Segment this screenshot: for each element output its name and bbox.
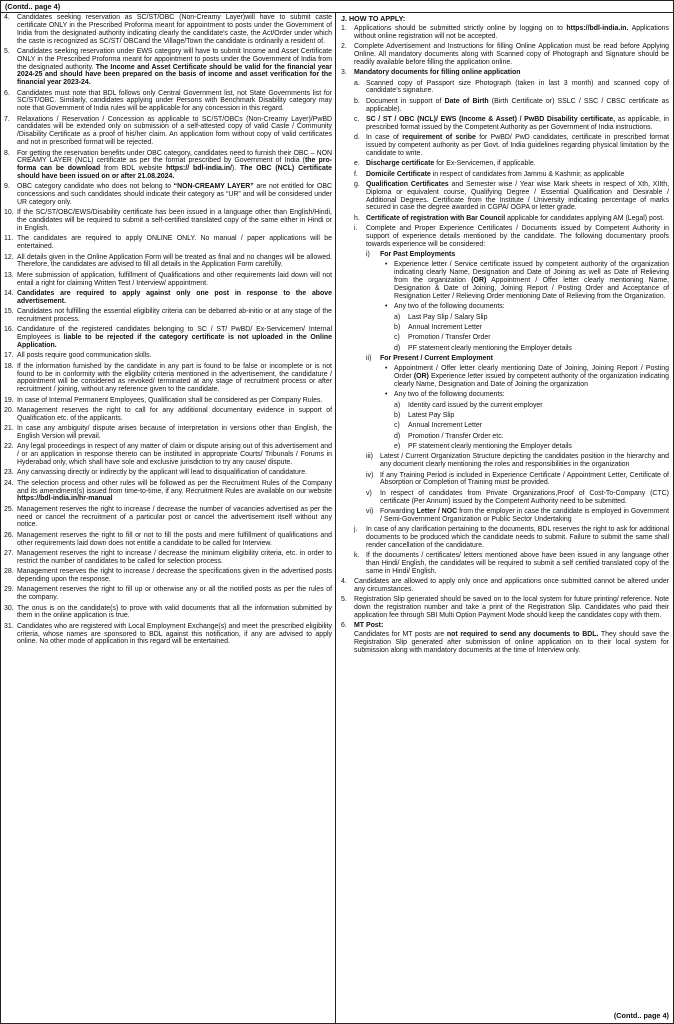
sub-sub-item: ii) For Present / Current Employment: [366, 354, 493, 362]
list-item: 23. Any canvassing directly or indirectly by the applicant will lead to disqualification of candidature.: [4, 469, 307, 477]
list-item: 21. In case any ambiguity/ dispute arises because of interpretation in versions other than English, the English Version will prevail.: [4, 425, 332, 440]
list-item: 12. All details given in the Online Application Form will be treated as final and no changes will be allowed. Therefore, the candidates are advised to fill all details in the Application Form carefully.: [4, 253, 332, 269]
document-option: e) PF statement clearly mentioning the Employer details: [394, 442, 572, 450]
document-option: a) Last Pay Slip / Salary Slip: [394, 313, 488, 321]
list-item: 27. Management reserves the right to increase / decrease the minimum eligibility criteria, etc. in order to restrict the number of candidates to be called for selection process.: [4, 549, 332, 565]
bullet-item: • Any two of the following documents:: [385, 391, 505, 399]
list-item: 9. OBC category candidate who does not belong to “NON-CREAMY LAYER” are not entitled for OBC concessions and such candidates should indicate their category as “UR” and will be considered under UR category only.: [4, 183, 333, 207]
list-item: 22. Any legal proceedings in respect of any matter of claim or dispute arising out of this advertisement and / or an application in response thereto can be instituted in appropriate Courts/ Tribunals / Forums in Hyderabad only, which shall have sole and exclusive jurisdiction to try any cause/ dispute.: [4, 443, 332, 467]
sub-item: a. Scanned copy of Passport size Photograph (taken in last 3 month) and scanned copy of candidate’s signature.: [354, 79, 669, 95]
continued-header: (Contd.. page 4): [1, 1, 673, 13]
bullet-item: • Appointment / Offer letter clearly mentioning Date of Joining, Joining Report / Posting Order (OR) Experience letter issued by competent authority of the organization indicating clearly Name, Designation and Date of Joining the organization: [385, 365, 669, 388]
document-option: c) Annual Increment Letter: [394, 422, 483, 430]
list-item: 15. Candidates not fulfilling the essential eligibility criteria can be debarred ab-initio or at any stage of the recruitment process.: [4, 308, 332, 324]
list-item: 28. Management reserves the right to increase / decrease the specifications given in the advertised posts depending upon the response.: [4, 568, 332, 583]
sub-sub-item: iii) Latest / Current Organization Structure depicting the candidates position in the hierarchy and any document clearly mentioning the roles and responsibilities in the organization: [366, 453, 669, 469]
sub-sub-item: vi) Forwarding Letter / NOC from the employer in case the candidate is employed in Government / Semi-Government Organization or Public Sector Undertaking: [366, 507, 669, 523]
bullet-item: • Any two of the following documents:: [385, 303, 505, 311]
document-option: b) Annual Increment Letter: [394, 323, 483, 331]
list-item: 2. Complete Advertisement and Instructions for filling Online Application must be read before Applying Online. All mandatory documents along with Scanned copy of Photograph and Signature should be readily available before filling the application online.: [341, 43, 669, 66]
mt-post-note: Candidates for MT posts are not required to send any documents to BDL. They should save the Registration Slip generated after submission of online application on to their local system for submission along with mandatory documents at the time of Interview only.: [354, 631, 669, 654]
list-item: 13. Mere submission of application, fulfillment of Qualifications and other requirements laid down will not entail a right for claiming Written Test / Interview/ appointment.: [4, 271, 332, 287]
list-item: 19. In case of Internal Permanent Employees, Qualification shall be considered as per Company Rules.: [4, 396, 323, 404]
continued-footer: (Contd.. page 4): [613, 1011, 669, 1020]
list-item: 26. Management reserves the right to fill or not to fill the posts and mere fulfillment of qualifications and other requirements laid down does not entitle a candidate to be called for Interview.: [4, 531, 332, 547]
list-item: 24. The selection process and other rules will be followed as per the Recruitment Rules of the Company and its amendment(s) issued from time-to-time, if any. Recruitment Rules are available on our website https://bdl-india.in/hr-manual: [4, 479, 332, 503]
sub-item: f. Domicile Certificate in respect of candidates from Jammu & Kashmir, as applicable: [354, 170, 625, 178]
sub-item: e. Discharge certificate for Ex-Servicemen, if applicable.: [354, 160, 536, 168]
list-item: 30. The onus is on the candidate(s) to prove with valid documents that all the information submitted by them in the online application is true.: [4, 604, 332, 620]
list-item: 29. Management reserves the right to fill up or otherwise any or all the notified posts as per the rules of the company.: [4, 586, 332, 602]
list-item: 14. Candidates are required to apply against only one post in response to the above advertisement.: [4, 290, 332, 305]
sub-item: j. In case of any clarification pertaining to the documents, BDL reserves the right to ask for additional documents to be produced which the candidate needs to submit. Failure to submit the same shall render cancellation of the candidature.: [354, 526, 669, 549]
section-title: J. HOW TO APPLY:: [341, 14, 406, 23]
sub-item: d. In case of requirement of scribe for PwBD/ PwD candidates, certificate in prescribed format issued by competent authority as per Govt. of India guidelines regarding physical limitation by the candidate to write.: [354, 134, 669, 157]
list-item: 16. Candidature of the registered candidates belonging to SC / ST/ PwBD/ Ex-Servicemen/ Internal Employees is liable to be rejected if the category certificate is not uploaded in the Online Application.: [4, 326, 332, 350]
sub-sub-item: i) For Past Employments: [366, 251, 456, 259]
sub-item: b. Document in support of Date of Birth (Birth Certificate or) SSLC / SSC / CBSC certificate as applicable).: [354, 97, 669, 113]
document-option: b) Latest Pay Slip: [394, 411, 455, 419]
list-item: 10. If the SC/ST/OBC/EWS/Disability certificate has been issued in a language other than English/Hindi, the candidates will be required to submit a self-certified translated copy of the same either in Hindi or in English.: [4, 209, 332, 233]
sub-item: i. Complete and Proper Experience Certificates / Documents issued by Competent Authority in support of experience details mentioned by the candidate. The following documentary proofs towards experience will be considered:: [354, 225, 669, 248]
sub-sub-item: v) In respect of candidates from Private Organizations,Proof of Cost-To-Company (CTC) certificate (Per Annum) issued by the Competent Authority need to be submitted.: [366, 489, 669, 505]
list-item: 7. Relaxations / Reservation / Concession as applicable to SC/ST/OBCs (Non-Creamy Layer)/PwBD candidates will be extended only on submission of a self-attested copy of valid Caste / Community /Disability Certificate as a proof of his/her claim. An application form without copy of valid certificates and not in prescribed format will be rejected.: [4, 115, 332, 147]
left-column: [1, 13, 336, 1023]
list-item: 4. Candidates are allowed to apply only once and applications once submitted cannot be altered under any circumstances.: [341, 578, 669, 593]
list-item: 17. All posts require good communication skills.: [4, 352, 152, 360]
list-item: 8. For getting the reservation benefits under OBC category, candidates need to furnish their OBC – NON CREAMY LAYER (NCL) certificate as per the format prescribed by Government of India (the pro-forma can be download from BDL website https:// bdl-india.in/). The OBC (NCL) Certificate should have been issued on or after 21.08.2024.: [4, 149, 332, 181]
sub-item: c. SC / ST / OBC (NCL)/ EWS (Income & Asset) / PwBD Disability certificate, as applicable, in prescribed format issued by the Competent Authority as per Government of India instructions.: [354, 115, 670, 131]
bullet-item: • Experience letter / Service certificate issued by competent authority of the organization indicating clearly Name, Designation and Date of Joining as well as Date of Relieving from the organization (OR) Appointment / Offer letter clearly mentioning Name, Designation & Date of Joining, Joining Report / Posting Order and Acceptance of Resignation Letter / Relieving Order mentioning Date of Relieving from the Organization.: [385, 261, 670, 300]
list-item: 11. The candidates are required to apply ONLINE ONLY. No manual / paper applications will be entertained.: [4, 235, 332, 251]
document-option: a) Identity card issued by the current employer: [394, 401, 543, 409]
right-column: [336, 13, 673, 1023]
list-item: 3. Mandatory documents for filling online application: [341, 69, 521, 77]
list-item: 5. Candidates seeking reservation under EWS category will have to submit Income and Asset Certificate ONLY in the Prescribed Proforma meant for appointment to posts under the Government of India from the designated authority. The Income and Asset Certificate should be valid for the financial year 2024-25 and should have been prepared on the basis of income and asset verification for the financial year 2023-24.: [4, 47, 332, 87]
list-item: 6. MT Post:: [341, 622, 384, 630]
list-item: 5. Registration Slip generated should be saved on to the local system for future printing/ reference. Note down the registration number and take a print of the Registration Slip. Candidates who paid their application fee through SBI Multi Option Payment Mode should keep the candidates copy with them.: [341, 596, 669, 619]
document-option: c) Promotion / Transfer Order: [394, 334, 491, 342]
list-item: 6. Candidates must note that BDL follows only Central Government list, not State Governments list for SC/ST/OBC. Similarly, candidates applying under Persons with Benchmark Disability category may note that Government of India rules will be applicable for any concession in this regard.: [4, 89, 332, 113]
list-item: 18. If the information furnished by the candidate in any part is found to be false or incomplete or is not found to be in conformity with the eligibility criteria mentioned in the advertisement, the candidature / appointment will be considered as revoked/ terminated at any stage of recruitment process or after recruitment / joining, without any reference given to the candidate.: [4, 362, 332, 394]
sub-item: h. Certificate of registration with Bar Council applicable for candidates applying AM (Legal) post.: [354, 214, 665, 222]
document-option: d) PF statement clearly mentioning the Employer details: [394, 344, 572, 352]
sub-sub-item: iv) If any Training Period is included in Experience Certificate / Appointment Letter, Certificate of Absorption or Completion of Training must be provided.: [366, 471, 669, 487]
list-item: 31. Candidates who are registered with Local Employment Exchange(s) and meet the prescribed eligibility criteria, whose names are sponsored to BDL against this notification, if any are advised to apply online. No other mode of application in this regard will be entertained.: [4, 622, 332, 646]
sub-item: g. Qualification Certificates and Semester wise / Year wise Mark sheets in respect of Xth, XIIth, Diploma or equivalent course, Qualifying Degree / Essential Qualification and Desirable / Additional Degrees. Certificate from the Institute / University indicating percentage of marks secured in case the degree awarded in CGPA/ OGPA or letter grade.: [354, 180, 669, 212]
list-item: 25. Management reserves the right to increase / decrease the number of vacancies advertised as per the need or cancel the recruitment of a particular post or cancel the advertisement itself without any notice.: [4, 505, 332, 529]
sub-item: k. If the documents / certificates/ letters mentioned above have been issued in any language other than Hindi/ English, the candidates will be required to submit a self certified translated copy of the same in Hindi/ English.: [354, 552, 669, 575]
list-item: 1. Applications should be submitted strictly online by logging on to https://bdl-india.in. Applications without online registration will not be accepted.: [341, 25, 669, 40]
document-option: d) Promotion / Transfer Order etc.: [394, 432, 504, 440]
list-item: 20. Management reserves the right to call for any additional documentary evidence in support of Qualification etc. of the applicants.: [4, 406, 332, 422]
list-item: 4. Candidates seeking reservation as SC/ST/OBC (Non-Creamy Layer)will have to submit caste certificate ONLY in the Prescribed Proforma meant for appointment to posts under the Government of India from the designated authority indicating clearly the candidate's caste, the Act/Order under which the caste is recognized as SC/ST/ OBCand the Village/Town the candidate is ordinarily a resident of.: [4, 14, 332, 45]
